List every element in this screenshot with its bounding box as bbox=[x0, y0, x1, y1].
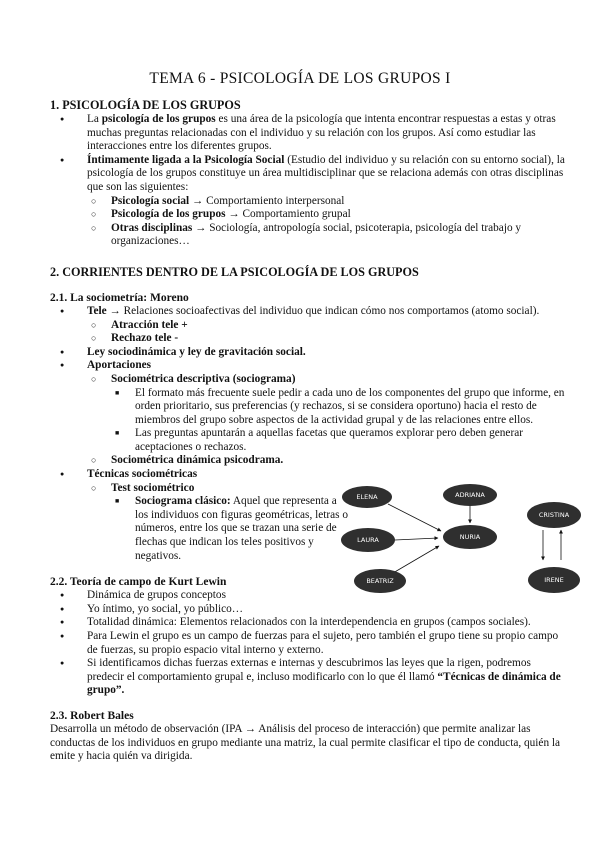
list-item: ● Yo íntimo, yo social, yo público… bbox=[50, 603, 570, 617]
section-2-3-heading: 2.3. Robert Bales bbox=[50, 709, 134, 722]
list-item: ● Totalidad dinámica: Elementos relacionados con la interdependencia en grupos (campos sociales). bbox=[50, 616, 570, 630]
section-2-2-heading: 2.2. Teoría de campo de Kurt Lewin bbox=[50, 576, 227, 589]
node-nuria bbox=[443, 525, 497, 549]
list-item: ● Aportaciones ○ Sociométrica descriptiva (sociograma) ■ El formato más frecuente suele pedir a cada uno de los componentes del grupo que informe, en orden prioritario, sus preferencias (y rechazos, si se considera oportuno) hacia el resto de miembros del grupo sobre aspectos de la actividad grupal y de las relaciones entre ellos. ■ Las preguntas apuntarán a aquellas facetas que queramos explorar pero deben generar aceptaciones o rechazos. ○ Sociométrica dinámica psicodrama. bbox=[50, 359, 570, 468]
node-cristina bbox=[527, 502, 581, 528]
list-item: ● Si identificamos dichas fuerzas externas e internas y descubrimos las leyes que la rigen, podremos predecir el comportamiento grupal e, incluso modificarlo con lo que él llamó “Técnicas de dinámica de grupo”. bbox=[50, 657, 570, 698]
list-item: ● Ley sociodinámica y ley de gravitación social. bbox=[50, 346, 570, 360]
svg-text:NURIA: NURIA bbox=[459, 533, 481, 541]
list-item: ● Íntimamente ligada a la Psicología Social (Estudio del individuo y su relación con su entorno social), la psicología de los grupos constituye un área multidisciplinar que se relaciona además con otras disciplinas que son las siguientes: ○ Psicología social → Comportamiento interpersonal ○ Psicología de los grupos → Comportamiento grupal ○ Otras disciplinas → Sociología, antropología social, psicoterapia, psicología del trabajo y organizaciones… bbox=[50, 154, 570, 249]
list-item: ○ Otras disciplinas → Sociología, antropología social, psicoterapia, psicología del trabajo y organizaciones… bbox=[87, 222, 570, 249]
arrow-elena-nuria bbox=[388, 504, 441, 531]
list-item: ○ Psicología de los grupos → Comportamiento grupal bbox=[87, 208, 570, 222]
list-item: ○ Atracción tele + bbox=[87, 319, 570, 333]
list-item: ● Dinámica de grupos conceptos bbox=[50, 589, 570, 603]
svg-text:ELENA: ELENA bbox=[356, 493, 378, 501]
section-1-heading: 1. PSICOLOGÍA DE LOS GRUPOS bbox=[50, 98, 241, 112]
svg-text:LAURA: LAURA bbox=[357, 536, 379, 544]
list-item: ○ Test sociométrico ■ Sociograma clásico: Aquel que representa a los individuos con figuras geométricas, letras o números, entre los que se trazan una serie de flechas que indican los teles positivos y negativos. bbox=[87, 482, 570, 564]
section-2-heading: 2. CORRIENTES DENTRO DE LA PSICOLOGÍA DE LOS GRUPOS bbox=[50, 264, 419, 279]
arrow-laura-nuria bbox=[395, 538, 438, 540]
arrow-beatriz-nuria bbox=[393, 546, 439, 573]
list-item: ○ Rechazo tele - bbox=[87, 332, 570, 346]
svg-text:CRISTINA: CRISTINA bbox=[538, 511, 570, 519]
node-elena bbox=[342, 486, 392, 508]
svg-text:BEATRIZ: BEATRIZ bbox=[366, 577, 394, 585]
list-item: ● La psicología de los grupos es una área de la psicología que intenta encontrar respuestas a estas y otras muchas preguntas relacionadas con el individuo y su relación con los grupos. Así como estudiar las interacciones entre los diferentes grupos. bbox=[50, 113, 570, 154]
page-title: TEMA 6 - PSICOLOGÍA DE LOS GRUPOS I bbox=[149, 70, 451, 87]
list-item: ■ El formato más frecuente suele pedir a cada uno de los componentes del grupo que informe, en orden prioritario, sus preferencias (y rechazos, si se considera oportuno) hacia el resto de miembros del grupo sobre aspectos de la actividad grupal y de las relaciones entre ellos. bbox=[111, 387, 570, 428]
list-item: ○ Sociométrica dinámica psicodrama. bbox=[87, 454, 570, 468]
list-item: ● Tele → Relaciones socioafectivas del individuo que indican cómo nos comportamos (atomo social). ○ Atracción tele + ○ Rechazo tele - bbox=[50, 305, 570, 346]
sociogram-diagram bbox=[333, 478, 583, 598]
node-laura bbox=[341, 528, 395, 552]
document-body bbox=[50, 98, 570, 764]
list-item: ○ Sociométrica descriptiva (sociograma) ■ El formato más frecuente suele pedir a cada uno de los componentes del grupo que informe, en orden prioritario, sus preferencias (y rechazos, si se considera oportuno) hacia el resto de miembros del grupo sobre aspectos de la actividad grupal y de las relaciones entre ellos. ■ Las preguntas apuntarán a aquellas facetas que queramos explorar pero deben generar aceptaciones o rechazos. bbox=[87, 373, 570, 455]
node-irene bbox=[528, 567, 580, 593]
list-item: ■ Las preguntas apuntarán a aquellas facetas que queramos explorar pero deben generar aceptaciones o rechazos. bbox=[111, 427, 570, 454]
paragraph: Desarrolla un método de observación (IPA → Análisis del proceso de interacción) que permite analizar las conductas de los individuos en grupo mediante una matriz, la cual permite clasificar el tipo de conducta, quién la emite y hacia quién va dirigida. bbox=[50, 722, 561, 763]
list-item: ● Técnicas sociométricas ○ Test sociométrico ■ Sociograma clásico: Aquel que representa a los individuos con figuras geométricas, letras o números, entre los que se trazan una serie de flechas que indican los teles positivos y negativos. bbox=[50, 468, 570, 563]
list-item: ● Para Lewin el grupo es un campo de fuerzas para el sujeto, pero también el grupo tiene su propio campo de fuerzas, su propio espacio vital interno y externo. bbox=[50, 630, 570, 657]
node-adriana bbox=[443, 484, 497, 506]
svg-text:IRENE: IRENE bbox=[544, 576, 564, 584]
section-2-1-heading: 2.1. La sociometría: Moreno bbox=[50, 291, 189, 304]
list-item: ■ Sociograma clásico: Aquel que representa a los individuos con figuras geométricas, letras o números, entre los que se trazan una serie de flechas que indican los teles positivos y negativos. bbox=[111, 495, 350, 563]
svg-text:ADRIANA: ADRIANA bbox=[455, 491, 485, 499]
list-item: ○ Psicología social → Comportamiento interpersonal bbox=[87, 195, 570, 209]
node-beatriz bbox=[354, 569, 406, 593]
